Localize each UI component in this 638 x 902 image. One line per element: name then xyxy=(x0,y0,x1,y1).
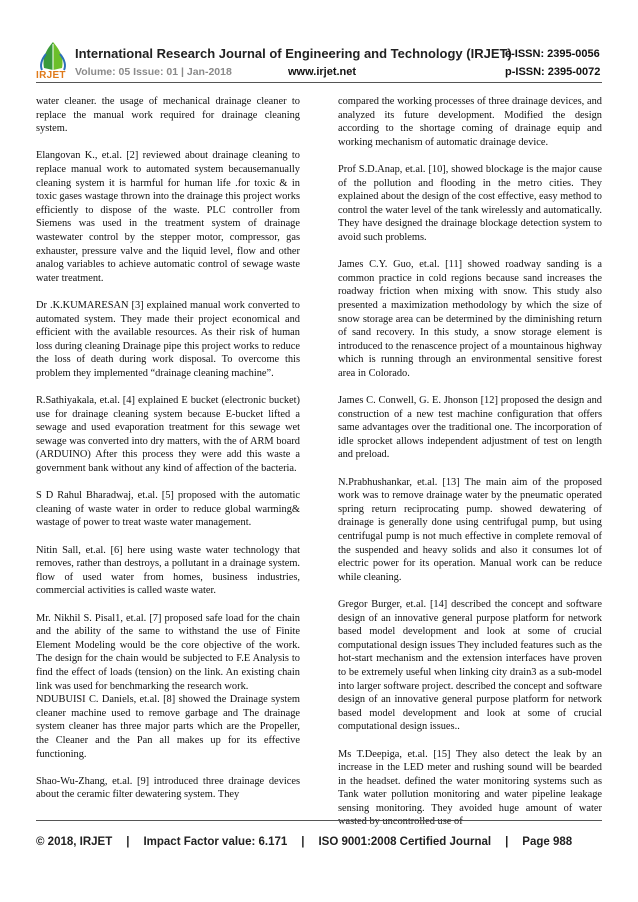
paragraph: compared the working processes of three drainage devices, and analyzed its future development. Modified the design according to the shortage coming of drainage equip and working mechanism of automatic drainage device. xyxy=(338,96,602,148)
paragraph: N.Prabhushankar, et.al. [13] The main aim of the proposed work was to remove drainage water by the pneumatic operated spring return reciprocating pump. showed dewatering of drainage is generally done using centrifugal pump, but using centrifugal pump is not much effective in complete removal of the suspended and heavy solids and also it consumes lot of electric power for its operation. Manual work can be reduce while cleaning. xyxy=(338,476,602,583)
paragraph: James C. Conwell, G. E. Jhonson [12] proposed the design and construction of a new test machine configuration that offers same advantages over the traditional one. The incorporation of idle sprocket allows independent adjustment of test on length and preload. xyxy=(338,395,602,461)
paragraph: Gregor Burger, et.al. [14] described the concept and software design of an innovative general purpose platform for network based model development and look at some of crucial computational design issues They included features such as the hot-start mechanism and the extension interfaces have proven to be extremely useful when linking city drain3 as a sub-model into larger software project. described the concept and software design of an innovative general purpose platform for network based model development and look at some of crucial computational design issues.. xyxy=(338,598,602,733)
journal-title: International Research Journal of Engineering and Technology (IRJET) xyxy=(75,46,512,61)
right-column xyxy=(338,95,602,843)
paragraph: Nitin Sall, et.al. [6] here using waste water technology that removes, rather than destroys, a pollutant in a drainage system. flow of used water from homes, business industries, commercial activities is called waste water. xyxy=(36,544,300,597)
page-footer xyxy=(36,836,602,848)
footer-divider xyxy=(36,820,602,821)
paragraph: Elangovan K., et.al. [2] reviewed about drainage cleaning to replace manual work to automated system becausemanually cleaning system it is harmful for human life .for toxic & in toxic gases wastage thrown into the drainage this project works efficiently to dispose of the waste. PLC controller from Siemens was used in the treatment system of drainage wastewater control by the stepper motor, compressor, gas exhauster, pressure valve and the liquid level, flow and other analog variables to achieve automatic control of sewage waste water treatment. xyxy=(36,150,300,284)
paragraph: James C.Y. Guo, et.al. [11] showed roadway sanding is a common practice in cold regions because sand increases the roadway friction when mixing with snow. This study also presented a maximization methodology by which the size of snow storage area can be determined by the diminishing return of sand recovery. In this study, a snow storage element is introduced to the renascence project of a mountainous highway which is running through an environmental sensitive forest area in Colorado. xyxy=(338,259,602,379)
e-issn: e-ISSN: 2395-0056 xyxy=(505,48,600,60)
footer-separator: | xyxy=(301,836,305,848)
paragraph: R.Sathiyakala, et.al. [4] explained E bucket (electronic bucket) use for drainage cleaning system because E-bucket lifted a sewage and used evaporation treatment for this sewage wet sewage was converted into dry matters, with the of ARM board (ARDUINO) After this process they were add this waste a government bank without any kind of affection of the bacteria. xyxy=(36,395,300,475)
footer-impact-factor: Impact Factor value: 6.171 xyxy=(143,836,288,848)
paragraph: NDUBUISI C. Daniels, et.al. [8] showed the Drainage system cleaner machine used to remove garbage and The drainage system cleaner has three major parts which are the Propeller, the Cleaner and the Pan all makes up for its effective functioning. xyxy=(36,694,300,760)
paragraph: Prof S.D.Anap, et.al. [10], showed blockage is the major cause of the pollution and flooding in the metro cities. They explained about the design of the cost effective, easy method to control the water level of the tank wirelessly and automatically. They have designed the drainage blockage detection system to avoid such problems. xyxy=(338,163,602,243)
paragraph: Ms T.Deepiga, et.al. [15] They also detect the leak by an increase in the LED meter and rushing sound will be bearded in the headset. defined the water monitoring systems such as Tank water pollution monitoring and water pipeline leakage sensing monitoring. They avoided huge amount of water wasted by uncontrolled use of xyxy=(338,748,602,828)
footer-iso: ISO 9001:2008 Certified Journal xyxy=(318,836,492,848)
p-issn: p-ISSN: 2395-0072 xyxy=(505,66,601,78)
paragraph: S D Rahul Bharadwaj, et.al. [5] proposed with the automatic cleaning of waste water in order to reduce global warming& wastage of power to treat waste water management. xyxy=(36,490,300,529)
website-link[interactable]: www.irjet.net xyxy=(288,66,357,78)
page-header xyxy=(0,0,638,90)
logo-text: IRJET xyxy=(36,70,66,81)
left-column xyxy=(36,95,300,815)
paragraph: water cleaner. the usage of mechanical drainage cleaner to replace the manual work required for drainage cleaning system. xyxy=(36,96,300,135)
footer-page-number: Page 988 xyxy=(522,836,573,848)
footer-separator: | xyxy=(505,836,509,848)
footer-separator: | xyxy=(126,836,130,848)
paragraph: Mr. Nikhil S. Pisal1, et.al. [7] proposed safe load for the chain and the ability of the same to withstand the use of Finite Element Modeling would be the core objective of the work. The design for the chain would be subjected to F.E Analysis to find the effect of loads (tension) on the link. An existing chain link was used for benchmarking the research work. xyxy=(36,612,300,692)
paragraph: Dr .K.KUMARESAN [3] explained manual work converted to automated system. They made their project economical and efficient with the available resources. As their risk of human loss during cleaning Drainage pipe this project works to reduce the loss of death during work disposal. To overcome this problem they implemented “drainage cleaning machine”. xyxy=(36,299,300,379)
footer-copyright: © 2018, IRJET xyxy=(36,836,113,848)
header-divider xyxy=(36,82,602,83)
paragraph: Shao-Wu-Zhang, et.al. [9] introduced three drainage devices about the ceramic filter dewatering system. They xyxy=(36,775,300,801)
volume-issue: Volume: 05 Issue: 01 | Jan-2018 xyxy=(75,66,232,78)
